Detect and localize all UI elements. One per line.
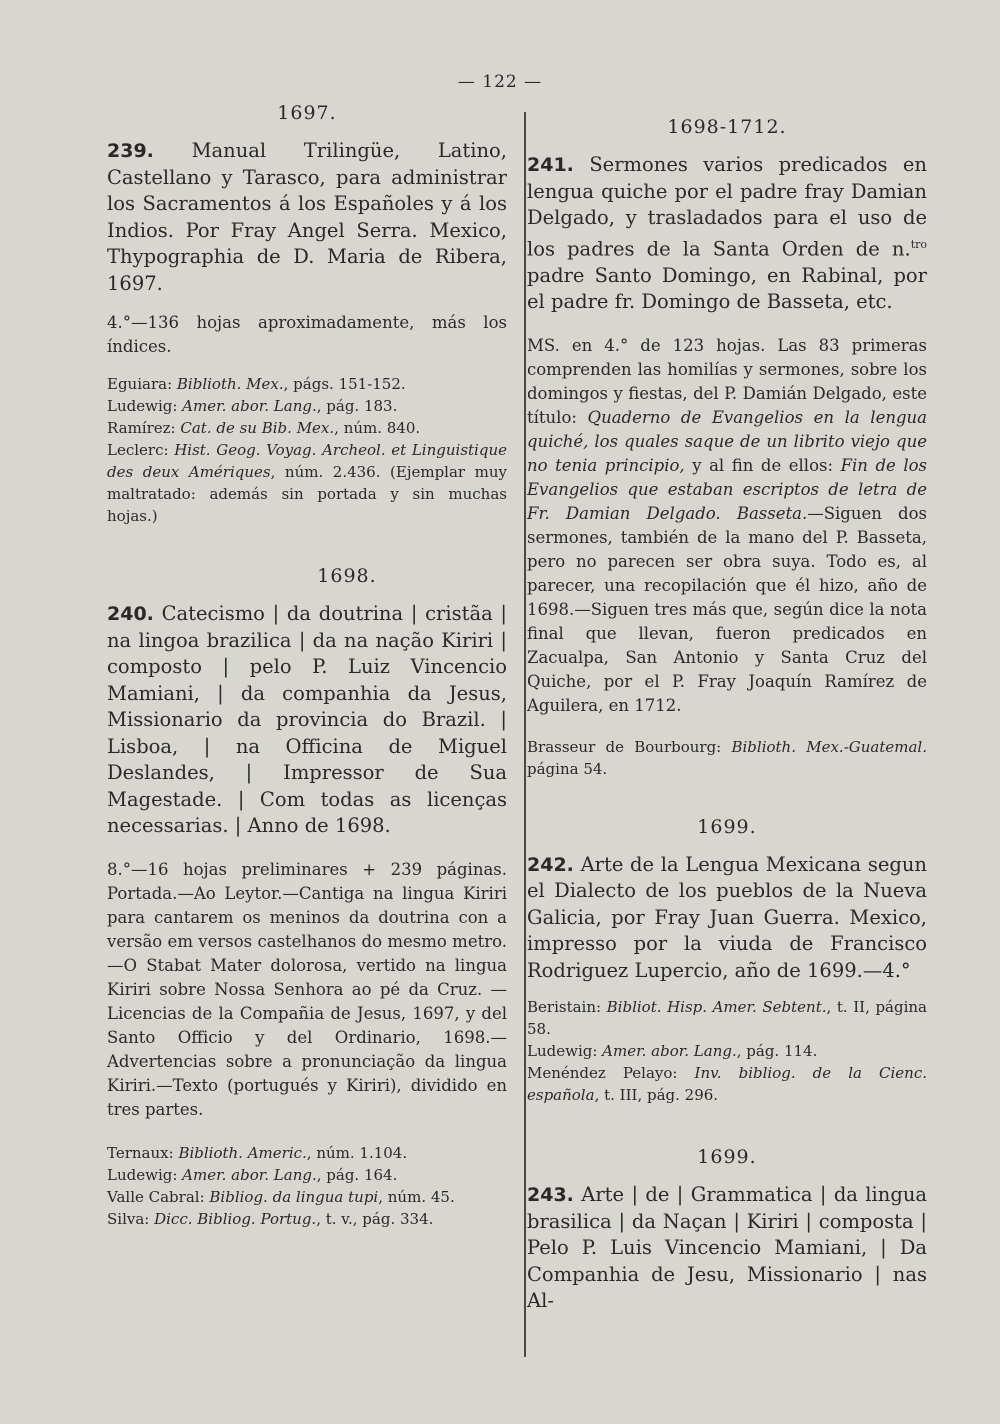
entry-243 xyxy=(527,1182,927,1315)
entry-title xyxy=(527,1182,927,1315)
entry-239 xyxy=(107,138,507,527)
entry-description: MS. en 4.° de 123 hojas. Las 83 primeras comprenden las homilías y sermones, sobre los domingos y fiestas, del P. Damián Delgado, este título: Quaderno de Evangelios en la lengua quiché, los quales saque de un librito viejo que no tenia principio, y al fin de ellos: Fin de los Evangelios que estaban escriptos de letra de Fr. Damian Delgado. Basseta.—Siguen dos sermones, también de la mano del P. Basseta, pero no parecen ser obra suya. Todo es, al parecer, una recopilación que él hizo, año de 1698.—Siguen tres más que, según dice la nota final que llevan, fueron predicados en Zacualpa, San Antonio y Santa Cruz del Quiche, por el P. Fray Joaquín Ramírez de Aguilera, en 1712. xyxy=(527,335,928,715)
entry-240 xyxy=(107,601,507,1230)
entry-number: 241. xyxy=(527,154,574,176)
entry-242 xyxy=(527,852,927,1107)
references xyxy=(107,373,507,527)
references xyxy=(527,736,927,780)
column-divider xyxy=(524,112,526,1357)
entry-text: Catecismo | da doutrina | cristãa | na lingoa brazilica | da na nação Kiriri | composto | pelo P. Luiz Vincencio Mamiani, | da companhia da Jesus, Missionario da provincia do Brazil. | Lisboa, | na Officina de Miguel Deslandes, | Impressor de Sua Magestade. | Com todas as licenças necessarias. | Anno de 1698. xyxy=(107,602,507,837)
reference: Brasseur de Bourbourg: Biblioth. Mex.-Guatemal. página 54. xyxy=(527,737,927,778)
right-column xyxy=(527,112,927,1315)
entry-title xyxy=(107,138,507,297)
entry-title xyxy=(107,601,507,840)
reference: Ramírez: Cat. de su Bib. Mex., núm. 840. xyxy=(107,419,421,437)
reference: Ludewig: Amer. abor. Lang., pág. 183. xyxy=(107,397,398,415)
entry-text: Arte de la Lengua Mexicana segun el Dialecto de los pueblos de la Nueva Galicia, por Fray Juan Guerra. Mexico, impresso por la viuda de Francisco Rodriguez Lupercio, año de 1699.—4.° xyxy=(527,852,927,982)
year-heading: 1699. xyxy=(697,815,757,838)
reference: Eguiara: Biblioth. Mex., págs. 151-152. xyxy=(107,375,406,393)
reference: Ludewig: Amer. abor. Lang., pág. 114. xyxy=(527,1042,818,1060)
reference: Ludewig: Amer. abor. Lang., pág. 164. xyxy=(107,1165,398,1184)
entry-title xyxy=(527,852,927,985)
entry-number: 243. xyxy=(527,1184,574,1206)
reference: Leclerc: Hist. Geog. Voyag. Archeol. et Linguistique des deux Amériques, núm. 2.436. (Ejemplar muy maltratado: además sin portada y sin muchas hojas.) xyxy=(107,441,507,525)
reference: Silva: Dicc. Bibliog. Portug., t. v., pág. 334. xyxy=(107,1209,434,1228)
reference: Ternaux: Biblioth. Americ., núm. 1.104. xyxy=(107,1143,408,1162)
entry-description: 8.°—16 hojas preliminares + 239 páginas. Portada.—Ao Leytor.—Cantiga na lingua Kiriri para cantarem os meninos da doutrina con a versão em versos castelhanos do mesmo metro.—O Stabat Mater dolorosa, vertido na lingua Kiriri sobre Nossa Senhora ao pé da Cruz. —Licencias de la Compañia de Jesus, 1697, y del Santo Officio y del Ordinario, 1698.—Advertencias sobre a pronunciação da lingua Kiriri.—Texto (portugués y Kiriri), dividido en tres partes. xyxy=(107,859,507,1119)
year-heading: 1697. xyxy=(277,102,337,124)
year-heading: 1698. xyxy=(317,565,377,587)
references xyxy=(527,996,927,1106)
entry-text: Manual Trilingüe, Latino, Castellano y Tarasco, para administrar los Sacramentos á los Españoles y á los Indios. Por Fray Angel Serra. Mexico, Thypographia de D. Maria de Ribera, 1697. xyxy=(107,139,507,295)
entry-text: Arte | de | Grammatica | da lingua brasilica | da Naçan | Kiriri | composta | Pelo P. Luis Vincencio Mamiani, | Da Companhia de Jesu, Missionario | nas Al- xyxy=(527,1183,927,1312)
page-number: — 122 — xyxy=(457,72,543,92)
reference: Menéndez Pelayo: Inv. bibliog. de la Cienc. española, t. III, pág. 296. xyxy=(527,1064,927,1104)
reference: Beristain: Bibliot. Hisp. Amer. Sebtent., t. II, página 58. xyxy=(527,998,927,1038)
entry-241 xyxy=(527,152,927,780)
entry-description: 4.°—136 hojas aproximadamente, más los índices. xyxy=(107,313,507,356)
references xyxy=(107,1142,507,1230)
left-column xyxy=(107,102,507,1230)
year-heading: 1698-1712. xyxy=(667,116,787,138)
entry-number: 239. xyxy=(107,140,154,162)
entry-number: 242. xyxy=(527,853,574,876)
entry-number: 240. xyxy=(107,603,154,625)
year-heading: 1699. xyxy=(697,1146,757,1168)
entry-title: 241. Sermones varios predicados en lengua quiche por el padre fray Damian Delgado, y trasladados para el uso de los padres de la Santa Orden de n.$^{tro}$ padre Santo Domingo, en Rabinal, por el padre fr. Domingo de Basseta, etc. xyxy=(527,153,927,313)
reference: Valle Cabral: Bibliog. da lingua tupi, núm. 45. xyxy=(107,1187,455,1206)
